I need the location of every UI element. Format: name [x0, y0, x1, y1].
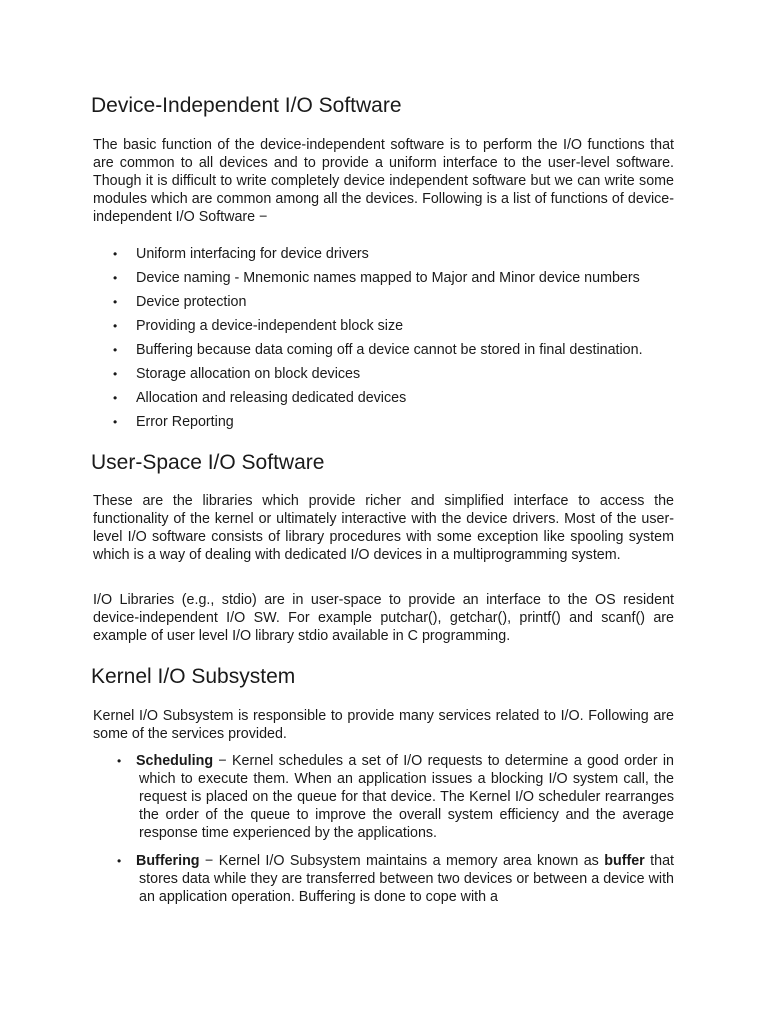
list-kernel-services [0, 752, 674, 906]
list-item: • Buffering because data coming off a device cannot be stored in final destination. [113, 342, 643, 358]
heading-device-independent-io: Device-Independent I/O Software [91, 94, 402, 117]
bullet-icon: • [113, 247, 118, 261]
list-item: • Allocation and releasing dedicated devices [113, 390, 407, 406]
list-item-buffering [0, 852, 674, 906]
list-item: • Storage allocation on block devices [113, 366, 361, 382]
list-item: • Error Reporting [113, 414, 234, 430]
bullet-icon: • [113, 319, 118, 333]
term-scheduling: Scheduling [136, 753, 214, 769]
scheduling-description: − Kernel schedules a set of I/O requests to determine a good order in which to execute them. When an application issues a blocking I/O system call, the request is placed on the queue for that device. The Kernel I/O scheduler rearranges the order of the queue to improve the overall system efficiency and the average response time experienced by the applications. [139, 753, 674, 841]
list-item: • Providing a device-independent block size [113, 318, 404, 334]
buffering-description-start: − Kernel I/O Subsystem maintains a memory area known as [199, 853, 605, 869]
paragraph-device-independent-intro: The basic function of the device-independent software is to perform the I/O functions that are common to all devices and to provide a uniform interface to the user-level software. Though it is difficult to write completely device independent software but we can write some modules which are common among all the devices. Following is a list of functions of device-independent I/O Software − [93, 137, 674, 225]
bullet-icon: • [113, 271, 118, 285]
bullet-icon: • [113, 295, 118, 309]
term-buffer: buffer [604, 853, 645, 869]
list-item: • Device naming - Mnemonic names mapped to Major and Minor device numbers [113, 270, 640, 286]
bullet-icon: • [113, 415, 118, 429]
paragraph-user-space-libraries: These are the libraries which provide richer and simplified interface to access the functionality of the kernel or ultimately interactive with the device drivers. Most of the user-level I/O software consists of library procedures with some exception like spooling system which is a way of dealing with dedicated I/O devices in a multiprogramming system. [93, 493, 674, 563]
buffering-description-end: that stores data while they are transferred between two devices or between a device with an application operation. Buffering is done to cope with a [139, 853, 674, 905]
list-item: • Uniform interfacing for device drivers [113, 246, 369, 262]
list-item-scheduling [0, 752, 674, 842]
list-device-independent-functions [0, 245, 643, 437]
term-buffering: Buffering [136, 853, 200, 869]
heading-user-space-io: User-Space I/O Software [91, 451, 325, 474]
bullet-icon: • [117, 754, 122, 768]
bullet-icon: • [113, 343, 118, 357]
bullet-icon: • [113, 391, 118, 405]
list-item: • Device protection [113, 294, 247, 310]
paragraph-kernel-io-intro: Kernel I/O Subsystem is responsible to provide many services related to I/O. Following are some of the services provided. [93, 708, 674, 742]
paragraph-io-libraries: I/O Libraries (e.g., stdio) are in user-space to provide an interface to the OS resident device-independent I/O SW. For example putchar(), getchar(), printf() and scanf() are example of user level I/O library stdio available in C programming. [93, 592, 674, 644]
bullet-icon: • [117, 854, 122, 868]
bullet-icon: • [113, 367, 118, 381]
heading-kernel-io-subsystem: Kernel I/O Subsystem [91, 665, 296, 688]
